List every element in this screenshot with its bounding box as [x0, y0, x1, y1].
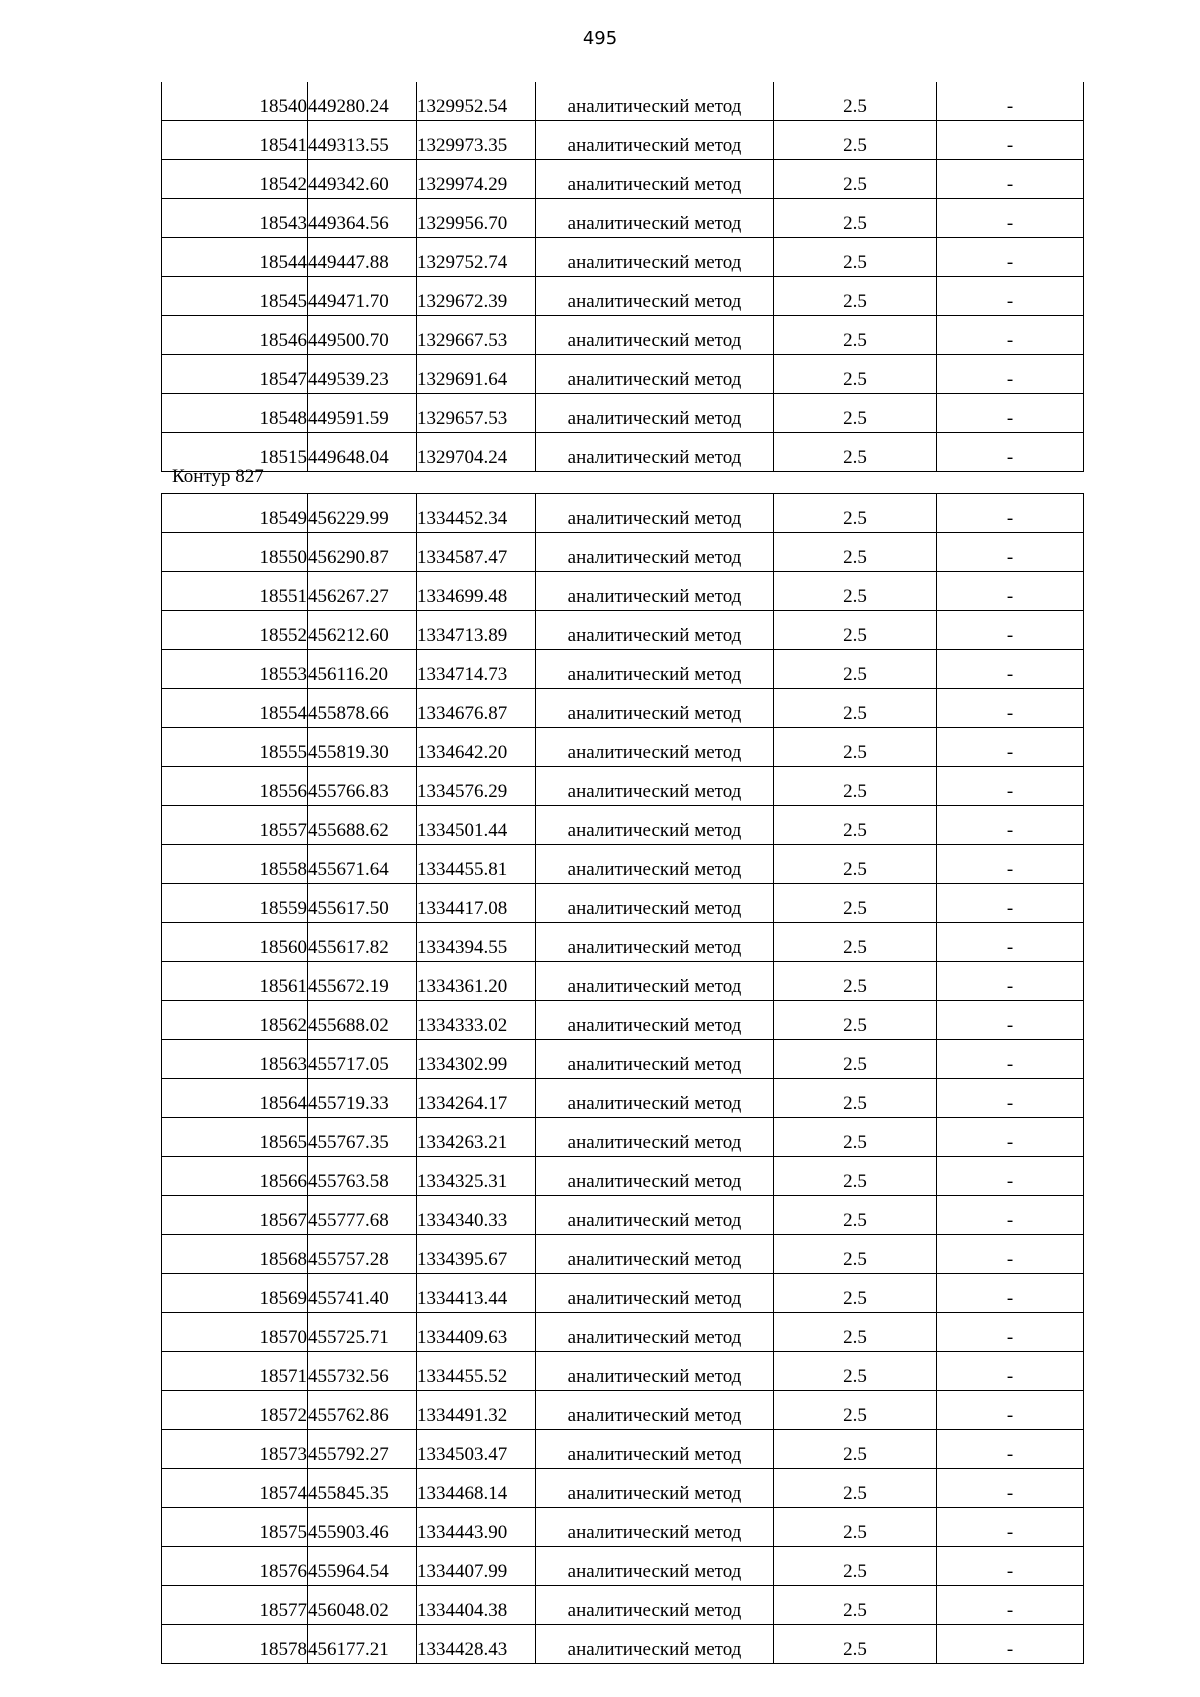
point-number-cell: 18552	[162, 611, 308, 650]
contour-label: Контур 827	[172, 466, 264, 487]
point-number-cell: 18545	[162, 277, 308, 316]
y-coordinate-cell: 1334394.55	[417, 923, 536, 962]
point-number-cell: 18571	[162, 1352, 308, 1391]
accuracy-cell: 2.5	[774, 1625, 937, 1664]
accuracy-cell: 2.5	[774, 728, 937, 767]
accuracy-cell: 2.5	[774, 1547, 937, 1586]
description-cell: -	[937, 533, 1084, 572]
y-coordinate-cell: 1329752.74	[417, 238, 536, 277]
point-number-cell: 18555	[162, 728, 308, 767]
description-cell: -	[937, 962, 1084, 1001]
point-number-cell: 18568	[162, 1235, 308, 1274]
method-cell: аналитический метод	[536, 160, 774, 199]
method-cell: аналитический метод	[536, 572, 774, 611]
x-coordinate-cell: 449280.24	[308, 82, 417, 121]
x-coordinate-cell: 456177.21	[308, 1625, 417, 1664]
x-coordinate-cell: 455672.19	[308, 962, 417, 1001]
table-row	[162, 806, 1084, 845]
accuracy-cell: 2.5	[774, 1352, 937, 1391]
table-row	[162, 277, 1084, 316]
y-coordinate-cell: 1334503.47	[417, 1430, 536, 1469]
y-coordinate-cell: 1329952.54	[417, 82, 536, 121]
point-number-cell: 18556	[162, 767, 308, 806]
y-coordinate-cell: 1334333.02	[417, 1001, 536, 1040]
y-coordinate-cell: 1334264.17	[417, 1079, 536, 1118]
y-coordinate-cell: 1334642.20	[417, 728, 536, 767]
description-cell: -	[937, 121, 1084, 160]
y-coordinate-cell: 1334428.43	[417, 1625, 536, 1664]
description-cell: -	[937, 1469, 1084, 1508]
description-cell: -	[937, 650, 1084, 689]
description-cell: -	[937, 1508, 1084, 1547]
method-cell: аналитический метод	[536, 1274, 774, 1313]
description-cell: -	[937, 238, 1084, 277]
description-cell: -	[937, 1157, 1084, 1196]
y-coordinate-cell: 1334443.90	[417, 1508, 536, 1547]
y-coordinate-cell: 1334395.67	[417, 1235, 536, 1274]
method-cell: аналитический метод	[536, 806, 774, 845]
table-row	[162, 650, 1084, 689]
x-coordinate-cell: 455763.58	[308, 1157, 417, 1196]
description-cell: -	[937, 767, 1084, 806]
table-row	[162, 316, 1084, 355]
accuracy-cell: 2.5	[774, 611, 937, 650]
accuracy-cell: 2.5	[774, 1001, 937, 1040]
method-cell: аналитический метод	[536, 1625, 774, 1664]
y-coordinate-cell: 1334501.44	[417, 806, 536, 845]
method-cell: аналитический метод	[536, 962, 774, 1001]
table-row	[162, 767, 1084, 806]
table-row	[162, 1430, 1084, 1469]
y-coordinate-cell: 1334576.29	[417, 767, 536, 806]
description-cell: -	[937, 1547, 1084, 1586]
accuracy-cell: 2.5	[774, 1118, 937, 1157]
x-coordinate-cell: 455717.05	[308, 1040, 417, 1079]
x-coordinate-cell: 455617.50	[308, 884, 417, 923]
point-number-cell: 18541	[162, 121, 308, 160]
y-coordinate-cell: 1334325.31	[417, 1157, 536, 1196]
point-number-cell: 18566	[162, 1157, 308, 1196]
y-coordinate-cell: 1334713.89	[417, 611, 536, 650]
table-row	[162, 199, 1084, 238]
method-cell: аналитический метод	[536, 611, 774, 650]
y-coordinate-cell: 1334468.14	[417, 1469, 536, 1508]
y-coordinate-cell: 1334699.48	[417, 572, 536, 611]
table-row	[162, 1040, 1084, 1079]
method-cell: аналитический метод	[536, 1040, 774, 1079]
y-coordinate-cell: 1329667.53	[417, 316, 536, 355]
description-cell: -	[937, 355, 1084, 394]
coordinates-table-body	[162, 82, 1084, 472]
x-coordinate-cell: 455688.62	[308, 806, 417, 845]
page-number: 495	[582, 28, 618, 49]
accuracy-cell: 2.5	[774, 1469, 937, 1508]
table-row	[162, 611, 1084, 650]
table-row	[162, 845, 1084, 884]
x-coordinate-cell: 455819.30	[308, 728, 417, 767]
table-row	[162, 728, 1084, 767]
point-number-cell: 18550	[162, 533, 308, 572]
point-number-cell: 18544	[162, 238, 308, 277]
method-cell: аналитический метод	[536, 845, 774, 884]
accuracy-cell: 2.5	[774, 1508, 937, 1547]
method-cell: аналитический метод	[536, 1352, 774, 1391]
y-coordinate-cell: 1329956.70	[417, 199, 536, 238]
coordinates-table-contour-827	[161, 493, 1084, 1664]
method-cell: аналитический метод	[536, 884, 774, 923]
table-row	[162, 1001, 1084, 1040]
y-coordinate-cell: 1334413.44	[417, 1274, 536, 1313]
method-cell: аналитический метод	[536, 1391, 774, 1430]
coordinates-table-continued	[161, 82, 1084, 472]
x-coordinate-cell: 449364.56	[308, 199, 417, 238]
description-cell: -	[937, 1586, 1084, 1625]
table-row	[162, 1391, 1084, 1430]
x-coordinate-cell: 455757.28	[308, 1235, 417, 1274]
method-cell: аналитический метод	[536, 533, 774, 572]
point-number-cell: 18558	[162, 845, 308, 884]
x-coordinate-cell: 455878.66	[308, 689, 417, 728]
description-cell: -	[937, 728, 1084, 767]
table-row	[162, 1118, 1084, 1157]
x-coordinate-cell: 456048.02	[308, 1586, 417, 1625]
coordinates-table-body	[162, 494, 1084, 1664]
x-coordinate-cell: 455741.40	[308, 1274, 417, 1313]
point-number-cell: 18569	[162, 1274, 308, 1313]
method-cell: аналитический метод	[536, 1547, 774, 1586]
method-cell: аналитический метод	[536, 1157, 774, 1196]
table-row	[162, 962, 1084, 1001]
table-row	[162, 884, 1084, 923]
point-number-cell: 18574	[162, 1469, 308, 1508]
table-row	[162, 1274, 1084, 1313]
description-cell: -	[937, 1313, 1084, 1352]
point-number-cell: 18564	[162, 1079, 308, 1118]
point-number-cell: 18559	[162, 884, 308, 923]
accuracy-cell: 2.5	[774, 1430, 937, 1469]
table-row	[162, 1547, 1084, 1586]
method-cell: аналитический метод	[536, 1235, 774, 1274]
point-number-cell: 18565	[162, 1118, 308, 1157]
method-cell: аналитический метод	[536, 199, 774, 238]
x-coordinate-cell: 455719.33	[308, 1079, 417, 1118]
method-cell: аналитический метод	[536, 494, 774, 533]
method-cell: аналитический метод	[536, 277, 774, 316]
accuracy-cell: 2.5	[774, 806, 937, 845]
method-cell: аналитический метод	[536, 238, 774, 277]
description-cell: -	[937, 923, 1084, 962]
table-row	[162, 1469, 1084, 1508]
description-cell: -	[937, 277, 1084, 316]
method-cell: аналитический метод	[536, 355, 774, 394]
method-cell: аналитический метод	[536, 767, 774, 806]
x-coordinate-cell: 455903.46	[308, 1508, 417, 1547]
table-row	[162, 1196, 1084, 1235]
y-coordinate-cell: 1329691.64	[417, 355, 536, 394]
point-number-cell: 18575	[162, 1508, 308, 1547]
y-coordinate-cell: 1334340.33	[417, 1196, 536, 1235]
accuracy-cell: 2.5	[774, 1235, 937, 1274]
point-number-cell: 18567	[162, 1196, 308, 1235]
description-cell: -	[937, 1430, 1084, 1469]
y-coordinate-cell: 1334676.87	[417, 689, 536, 728]
description-cell: -	[937, 1391, 1084, 1430]
method-cell: аналитический метод	[536, 121, 774, 160]
accuracy-cell: 2.5	[774, 1313, 937, 1352]
x-coordinate-cell: 455671.64	[308, 845, 417, 884]
y-coordinate-cell: 1334409.63	[417, 1313, 536, 1352]
y-coordinate-cell: 1334587.47	[417, 533, 536, 572]
table-row	[162, 1352, 1084, 1391]
accuracy-cell: 2.5	[774, 433, 937, 472]
table-row	[162, 433, 1084, 472]
description-cell: -	[937, 572, 1084, 611]
table-row	[162, 121, 1084, 160]
accuracy-cell: 2.5	[774, 1391, 937, 1430]
point-number-cell: 18570	[162, 1313, 308, 1352]
accuracy-cell: 2.5	[774, 355, 937, 394]
method-cell: аналитический метод	[536, 1508, 774, 1547]
y-coordinate-cell: 1329704.24	[417, 433, 536, 472]
point-number-cell: 18553	[162, 650, 308, 689]
x-coordinate-cell: 456229.99	[308, 494, 417, 533]
method-cell: аналитический метод	[536, 82, 774, 121]
accuracy-cell: 2.5	[774, 845, 937, 884]
y-coordinate-cell: 1334361.20	[417, 962, 536, 1001]
description-cell: -	[937, 82, 1084, 121]
accuracy-cell: 2.5	[774, 884, 937, 923]
description-cell: -	[937, 199, 1084, 238]
accuracy-cell: 2.5	[774, 1196, 937, 1235]
x-coordinate-cell: 449591.59	[308, 394, 417, 433]
y-coordinate-cell: 1329973.35	[417, 121, 536, 160]
accuracy-cell: 2.5	[774, 533, 937, 572]
x-coordinate-cell: 456116.20	[308, 650, 417, 689]
description-cell: -	[937, 394, 1084, 433]
table-row	[162, 1625, 1084, 1664]
accuracy-cell: 2.5	[774, 199, 937, 238]
y-coordinate-cell: 1334417.08	[417, 884, 536, 923]
y-coordinate-cell: 1334491.32	[417, 1391, 536, 1430]
description-cell: -	[937, 1118, 1084, 1157]
x-coordinate-cell: 449500.70	[308, 316, 417, 355]
x-coordinate-cell: 455688.02	[308, 1001, 417, 1040]
method-cell: аналитический метод	[536, 1196, 774, 1235]
x-coordinate-cell: 449648.04	[308, 433, 417, 472]
point-number-cell: 18554	[162, 689, 308, 728]
method-cell: аналитический метод	[536, 316, 774, 355]
description-cell: -	[937, 1352, 1084, 1391]
accuracy-cell: 2.5	[774, 572, 937, 611]
point-number-cell: 18542	[162, 160, 308, 199]
accuracy-cell: 2.5	[774, 316, 937, 355]
accuracy-cell: 2.5	[774, 1040, 937, 1079]
method-cell: аналитический метод	[536, 650, 774, 689]
y-coordinate-cell: 1329657.53	[417, 394, 536, 433]
description-cell: -	[937, 1001, 1084, 1040]
accuracy-cell: 2.5	[774, 494, 937, 533]
description-cell: -	[937, 316, 1084, 355]
accuracy-cell: 2.5	[774, 82, 937, 121]
x-coordinate-cell: 449313.55	[308, 121, 417, 160]
point-number-cell: 18562	[162, 1001, 308, 1040]
table-row	[162, 82, 1084, 121]
x-coordinate-cell: 449342.60	[308, 160, 417, 199]
y-coordinate-cell: 1334302.99	[417, 1040, 536, 1079]
point-number-cell: 18515	[162, 433, 308, 472]
description-cell: -	[937, 1235, 1084, 1274]
accuracy-cell: 2.5	[774, 689, 937, 728]
method-cell: аналитический метод	[536, 1313, 774, 1352]
description-cell: -	[937, 433, 1084, 472]
accuracy-cell: 2.5	[774, 238, 937, 277]
table-row	[162, 1313, 1084, 1352]
point-number-cell: 18540	[162, 82, 308, 121]
description-cell: -	[937, 1040, 1084, 1079]
method-cell: аналитический метод	[536, 1430, 774, 1469]
x-coordinate-cell: 449447.88	[308, 238, 417, 277]
description-cell: -	[937, 611, 1084, 650]
table-row	[162, 238, 1084, 277]
y-coordinate-cell: 1329672.39	[417, 277, 536, 316]
table-row	[162, 160, 1084, 199]
accuracy-cell: 2.5	[774, 1079, 937, 1118]
accuracy-cell: 2.5	[774, 121, 937, 160]
description-cell: -	[937, 1274, 1084, 1313]
description-cell: -	[937, 1625, 1084, 1664]
method-cell: аналитический метод	[536, 1586, 774, 1625]
method-cell: аналитический метод	[536, 1079, 774, 1118]
point-number-cell: 18549	[162, 494, 308, 533]
table-row	[162, 1508, 1084, 1547]
method-cell: аналитический метод	[536, 394, 774, 433]
x-coordinate-cell: 449471.70	[308, 277, 417, 316]
table-row	[162, 1586, 1084, 1625]
table-row	[162, 1079, 1084, 1118]
accuracy-cell: 2.5	[774, 1586, 937, 1625]
x-coordinate-cell: 456290.87	[308, 533, 417, 572]
x-coordinate-cell: 455617.82	[308, 923, 417, 962]
table-row	[162, 572, 1084, 611]
x-coordinate-cell: 455725.71	[308, 1313, 417, 1352]
x-coordinate-cell: 455777.68	[308, 1196, 417, 1235]
description-cell: -	[937, 160, 1084, 199]
method-cell: аналитический метод	[536, 923, 774, 962]
point-number-cell: 18546	[162, 316, 308, 355]
description-cell: -	[937, 494, 1084, 533]
table-row	[162, 394, 1084, 433]
table-row	[162, 494, 1084, 533]
point-number-cell: 18573	[162, 1430, 308, 1469]
x-coordinate-cell: 455732.56	[308, 1352, 417, 1391]
method-cell: аналитический метод	[536, 728, 774, 767]
accuracy-cell: 2.5	[774, 650, 937, 689]
point-number-cell: 18557	[162, 806, 308, 845]
description-cell: -	[937, 884, 1084, 923]
point-number-cell: 18576	[162, 1547, 308, 1586]
point-number-cell: 18577	[162, 1586, 308, 1625]
y-coordinate-cell: 1334714.73	[417, 650, 536, 689]
point-number-cell: 18572	[162, 1391, 308, 1430]
description-cell: -	[937, 806, 1084, 845]
table-row	[162, 923, 1084, 962]
accuracy-cell: 2.5	[774, 1157, 937, 1196]
y-coordinate-cell: 1334452.34	[417, 494, 536, 533]
point-number-cell: 18551	[162, 572, 308, 611]
x-coordinate-cell: 455767.35	[308, 1118, 417, 1157]
point-number-cell: 18560	[162, 923, 308, 962]
x-coordinate-cell: 455762.86	[308, 1391, 417, 1430]
method-cell: аналитический метод	[536, 1001, 774, 1040]
method-cell: аналитический метод	[536, 1118, 774, 1157]
y-coordinate-cell: 1334263.21	[417, 1118, 536, 1157]
description-cell: -	[937, 1079, 1084, 1118]
x-coordinate-cell: 449539.23	[308, 355, 417, 394]
point-number-cell: 18547	[162, 355, 308, 394]
y-coordinate-cell: 1334404.38	[417, 1586, 536, 1625]
table-row	[162, 1235, 1084, 1274]
x-coordinate-cell: 456212.60	[308, 611, 417, 650]
y-coordinate-cell: 1329974.29	[417, 160, 536, 199]
x-coordinate-cell: 456267.27	[308, 572, 417, 611]
accuracy-cell: 2.5	[774, 277, 937, 316]
accuracy-cell: 2.5	[774, 923, 937, 962]
table-row	[162, 689, 1084, 728]
description-cell: -	[937, 689, 1084, 728]
point-number-cell: 18561	[162, 962, 308, 1001]
y-coordinate-cell: 1334407.99	[417, 1547, 536, 1586]
y-coordinate-cell: 1334455.81	[417, 845, 536, 884]
accuracy-cell: 2.5	[774, 160, 937, 199]
accuracy-cell: 2.5	[774, 767, 937, 806]
point-number-cell: 18563	[162, 1040, 308, 1079]
table-row	[162, 533, 1084, 572]
point-number-cell: 18543	[162, 199, 308, 238]
x-coordinate-cell: 455964.54	[308, 1547, 417, 1586]
accuracy-cell: 2.5	[774, 1274, 937, 1313]
y-coordinate-cell: 1334455.52	[417, 1352, 536, 1391]
x-coordinate-cell: 455845.35	[308, 1469, 417, 1508]
point-number-cell: 18578	[162, 1625, 308, 1664]
description-cell: -	[937, 845, 1084, 884]
accuracy-cell: 2.5	[774, 962, 937, 1001]
point-number-cell: 18548	[162, 394, 308, 433]
method-cell: аналитический метод	[536, 1469, 774, 1508]
x-coordinate-cell: 455766.83	[308, 767, 417, 806]
method-cell: аналитический метод	[536, 689, 774, 728]
table-row	[162, 1157, 1084, 1196]
table-row	[162, 355, 1084, 394]
method-cell: аналитический метод	[536, 433, 774, 472]
description-cell: -	[937, 1196, 1084, 1235]
x-coordinate-cell: 455792.27	[308, 1430, 417, 1469]
accuracy-cell: 2.5	[774, 394, 937, 433]
